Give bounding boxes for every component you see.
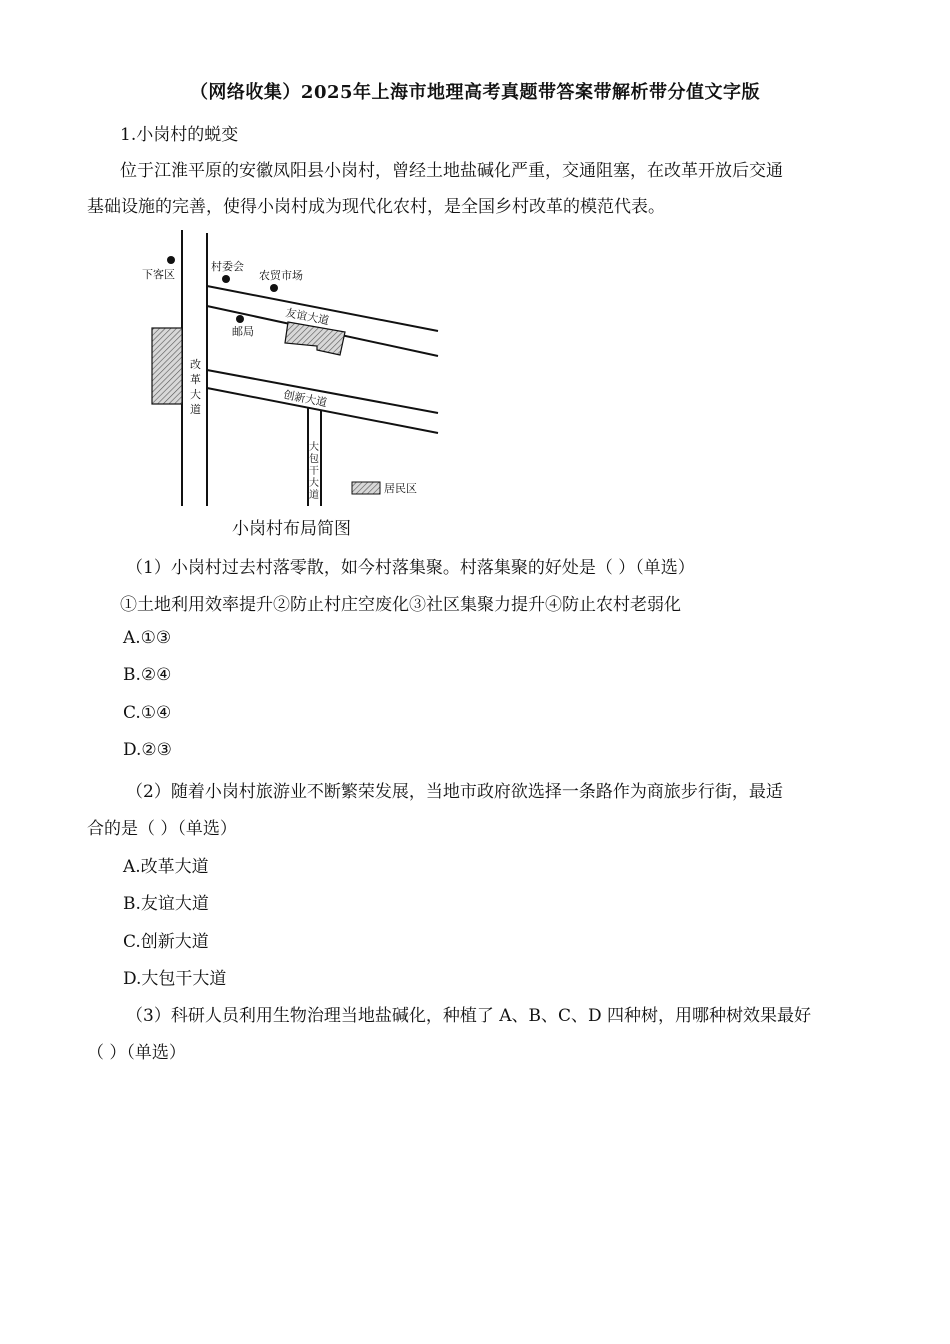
q2-stem-line-2: 合的是（ ）（单选） [87, 819, 237, 839]
dabao-road-label-5: 道 [309, 490, 319, 501]
q1-option-c: C.①④ [123, 703, 172, 723]
intro-line-2: 基础设施的完善，使得小岗村成为现代化农村，是全国乡村改革的模范代表。 [87, 197, 665, 217]
q2-option-c: C.创新大道 [123, 932, 209, 952]
gaige-road-label-3: 大 [190, 388, 201, 401]
youyi-road-label: 友谊大道 [284, 306, 331, 328]
gaige-road-label-1: 改 [190, 358, 201, 371]
cunweihui-marker [222, 275, 230, 283]
residential-area-west [152, 328, 182, 404]
q1-option-a: A.①③ [123, 628, 172, 648]
dabao-road-label-1: 大 [309, 442, 319, 453]
village-layout-map [135, 228, 455, 508]
q3-stem-line-2: （ ）（单选） [87, 1043, 186, 1063]
chuangxin-road-label: 创新大道 [282, 388, 329, 410]
q2-option-a: A.改革大道 [123, 857, 209, 877]
legend-label: 居民区 [384, 482, 417, 495]
nongmao-label: 农贸市场 [259, 269, 303, 282]
gaige-road-label-2: 革 [190, 373, 201, 386]
legend-swatch [352, 482, 380, 494]
xiakequ-marker [167, 256, 175, 264]
nongmao-marker [270, 284, 278, 292]
xiakequ-label: 下客区 [142, 268, 175, 281]
map-caption: 小岗村布局简图 [232, 519, 351, 539]
section-heading: 1.小岗村的蜕变 [120, 125, 239, 145]
page-title: （网络收集）2025年上海市地理高考真题带答案带解析带分值文字版 [189, 82, 761, 103]
q2-option-d: D.大包干大道 [123, 969, 227, 989]
cunweihui-label: 村委会 [211, 260, 244, 273]
residential-area-center [285, 322, 345, 355]
dabao-road-label-3: 干 [309, 466, 319, 477]
q1-stem: （1）小岗村过去村落零散，如今村落集聚。村落集聚的好处是（ ）（单选） [126, 558, 695, 578]
youju-label: 邮局 [232, 325, 254, 338]
q1-statements: ①土地利用效率提升②防止村庄空废化③社区集聚力提升④防止农村老弱化 [120, 595, 681, 615]
dabao-road-label-4: 大 [309, 478, 319, 489]
q3-stem-line-1: （3）科研人员利用生物治理当地盐碱化，种植了 A、B、C、D 四种树，用哪种树效果最好 [126, 1006, 812, 1026]
q2-option-b: B.友谊大道 [123, 894, 209, 914]
gaige-road-label-4: 道 [190, 403, 201, 416]
youju-marker [236, 315, 244, 323]
q1-option-b: B.②④ [123, 665, 172, 685]
q1-option-d: D.②③ [123, 740, 172, 760]
q2-stem-line-1: （2）随着小岗村旅游业不断繁荣发展，当地市政府欲选择一条路作为商旅步行街，最适 [126, 782, 783, 802]
intro-line-1: 位于江淮平原的安徽凤阳县小岗村，曾经土地盐碱化严重，交通阻塞，在改革开放后交通 [120, 161, 783, 181]
dabao-road-label-2: 包 [309, 454, 319, 465]
